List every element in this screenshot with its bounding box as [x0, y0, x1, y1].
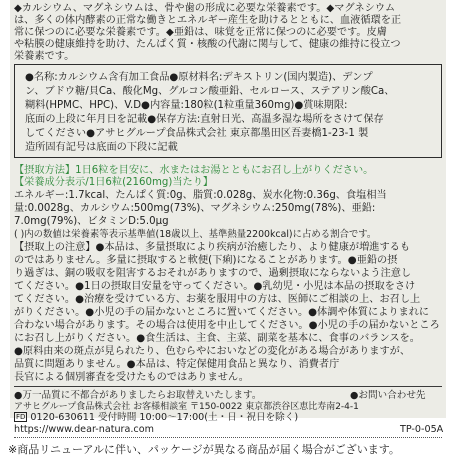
- website-url: https://www.dear-natura.com: [14, 424, 154, 435]
- intro-line: 栄養素です。: [14, 51, 75, 62]
- product-info-line: ●名称:カルシウム含有加工食品●原材料名:デキストリン(国内製造)、デンプ: [25, 72, 373, 83]
- caution-line: てください。●治療を受けている方、お薬を服用中の方は、医師にご相談の上、お召し上: [14, 294, 421, 305]
- product-code: TP-0-05A: [400, 424, 444, 435]
- intro-line: や粘膜の健康維持を助け、たんぱく質・核酸の代謝に関与して、健康の維持に役立つ: [14, 39, 401, 50]
- replacement-note: ●万一品質に不都合がありましたらお取替えいたします。: [14, 390, 262, 401]
- product-info-line: してください●アサヒグループ食品株式会社 東京都墨田区吾妻橋1-23-1 製: [25, 128, 369, 139]
- product-info-line: 底面の上段に年月日を記載●保存方法:直射日光、高温多湿な場所をさけて保存: [25, 114, 384, 125]
- product-info-box: [14, 64, 442, 158]
- freedial-icon: FD: [16, 413, 26, 421]
- phone-hours: 0120-630611 受付時間 10:00～17:00(土・日・祝日を除く): [30, 412, 299, 423]
- caution-line: 長官による個別審査を受けたものではありません。: [14, 372, 249, 383]
- nutrition-note: ( )内の数値は栄養素等表示基準値(18歳以上、基準熱量2200kcal)に占める割合です。: [14, 229, 377, 240]
- caution-line: てください。●1日の摂取目安量を守ってください。●乳幼児・小児は本品の摂取をさけ: [14, 281, 416, 292]
- caution-line: がりください。●小児の手の届かないところに置いてください。●体調や体質によりまれに: [14, 307, 430, 318]
- product-info-line: 糊料(HPMC、HPC)、V.D●内容量:180粒(1粒重量360mg)●賞味期限:: [25, 100, 348, 111]
- renewal-notice: ※商品リニューアルに伴い、パッケージが異なる商品が届く場合がございます。: [8, 443, 400, 456]
- dotted-divider: [14, 437, 442, 438]
- contact-phone: [14, 412, 298, 424]
- product-info-line: ン、ブドウ糖/貝Ca、酸化Mg、グルコン酸亜鉛、セルロース、ステアリン酸Ca、: [25, 86, 395, 97]
- nutrition-line: 7.0mg(79%)、ビタミンD:5.0μg: [14, 216, 169, 227]
- caution-line: ●原料由来の斑点が見られたり、色むらやにおいなどの変化がある場合がありますが、: [14, 346, 411, 357]
- caution-line: のではありません。多量に摂取すると軟便(下痢)になることがあります。●亜鉛の摂: [14, 255, 398, 266]
- nutrition-line: エネルギー:1.7kcal、たんぱく質:0g、脂質:0.028g、炭水化物:0.36g、食塩相当: [14, 190, 387, 201]
- caution-line: り過ぎは、銅の吸収を阻害するおそれがありますので、過剰摂取にならないよう注意し: [14, 268, 412, 279]
- contact-heading: ●お問い合わせ先: [350, 390, 426, 401]
- product-info-line: 造所固有記号は底面の下段に記載: [25, 142, 178, 153]
- caution-line: にお召し上がりください。●食生活は、主食、主菜、副菜を基本に、食事のバランスを。: [14, 333, 420, 344]
- caution-line: 合わない場合があります。その場合は使用を中止してください。●小児の手の届かないところ: [14, 320, 440, 331]
- intro-line: は、多くの体内酵素の正常な働きとエネルギー産生を助けるとともに、血液循環を正: [14, 15, 402, 26]
- nutrition-heading: 【栄養成分表示/1日6粒(2160mg)当たり】: [14, 177, 214, 188]
- nutrition-line: 量:0.0028g、カルシウム:500mg(73%)、マグネシウム:250mg(78%)、亜鉛:: [14, 203, 376, 214]
- caution-line: 【摂取上の注意】●本品は、多量摂取により疾病が治癒したり、より健康が増進するも: [14, 242, 411, 253]
- intro-line: ◆カルシウム、マグネシウムは、骨や歯の形成に必要な栄養素です。◆マグネシウム: [14, 3, 396, 14]
- intro-line: 常に保つのに必要な栄養素です。◆亜鉛は、味覚を正常に保つのに必要です。皮膚: [14, 27, 387, 38]
- caution-line: 品質に問題ありません。●本品は、特定保健用食品と異なり、消費者庁: [14, 359, 340, 370]
- intake-method: 【摂取方法】1日6粒を目安に、水またはお湯とともにお召し上がりください。: [14, 165, 374, 176]
- divider: [14, 386, 442, 387]
- contact-address: アサヒグループ食品株式会社 お客様相談室 〒150-0022 東京都渋谷区恵比寿南2-4-1: [14, 402, 359, 412]
